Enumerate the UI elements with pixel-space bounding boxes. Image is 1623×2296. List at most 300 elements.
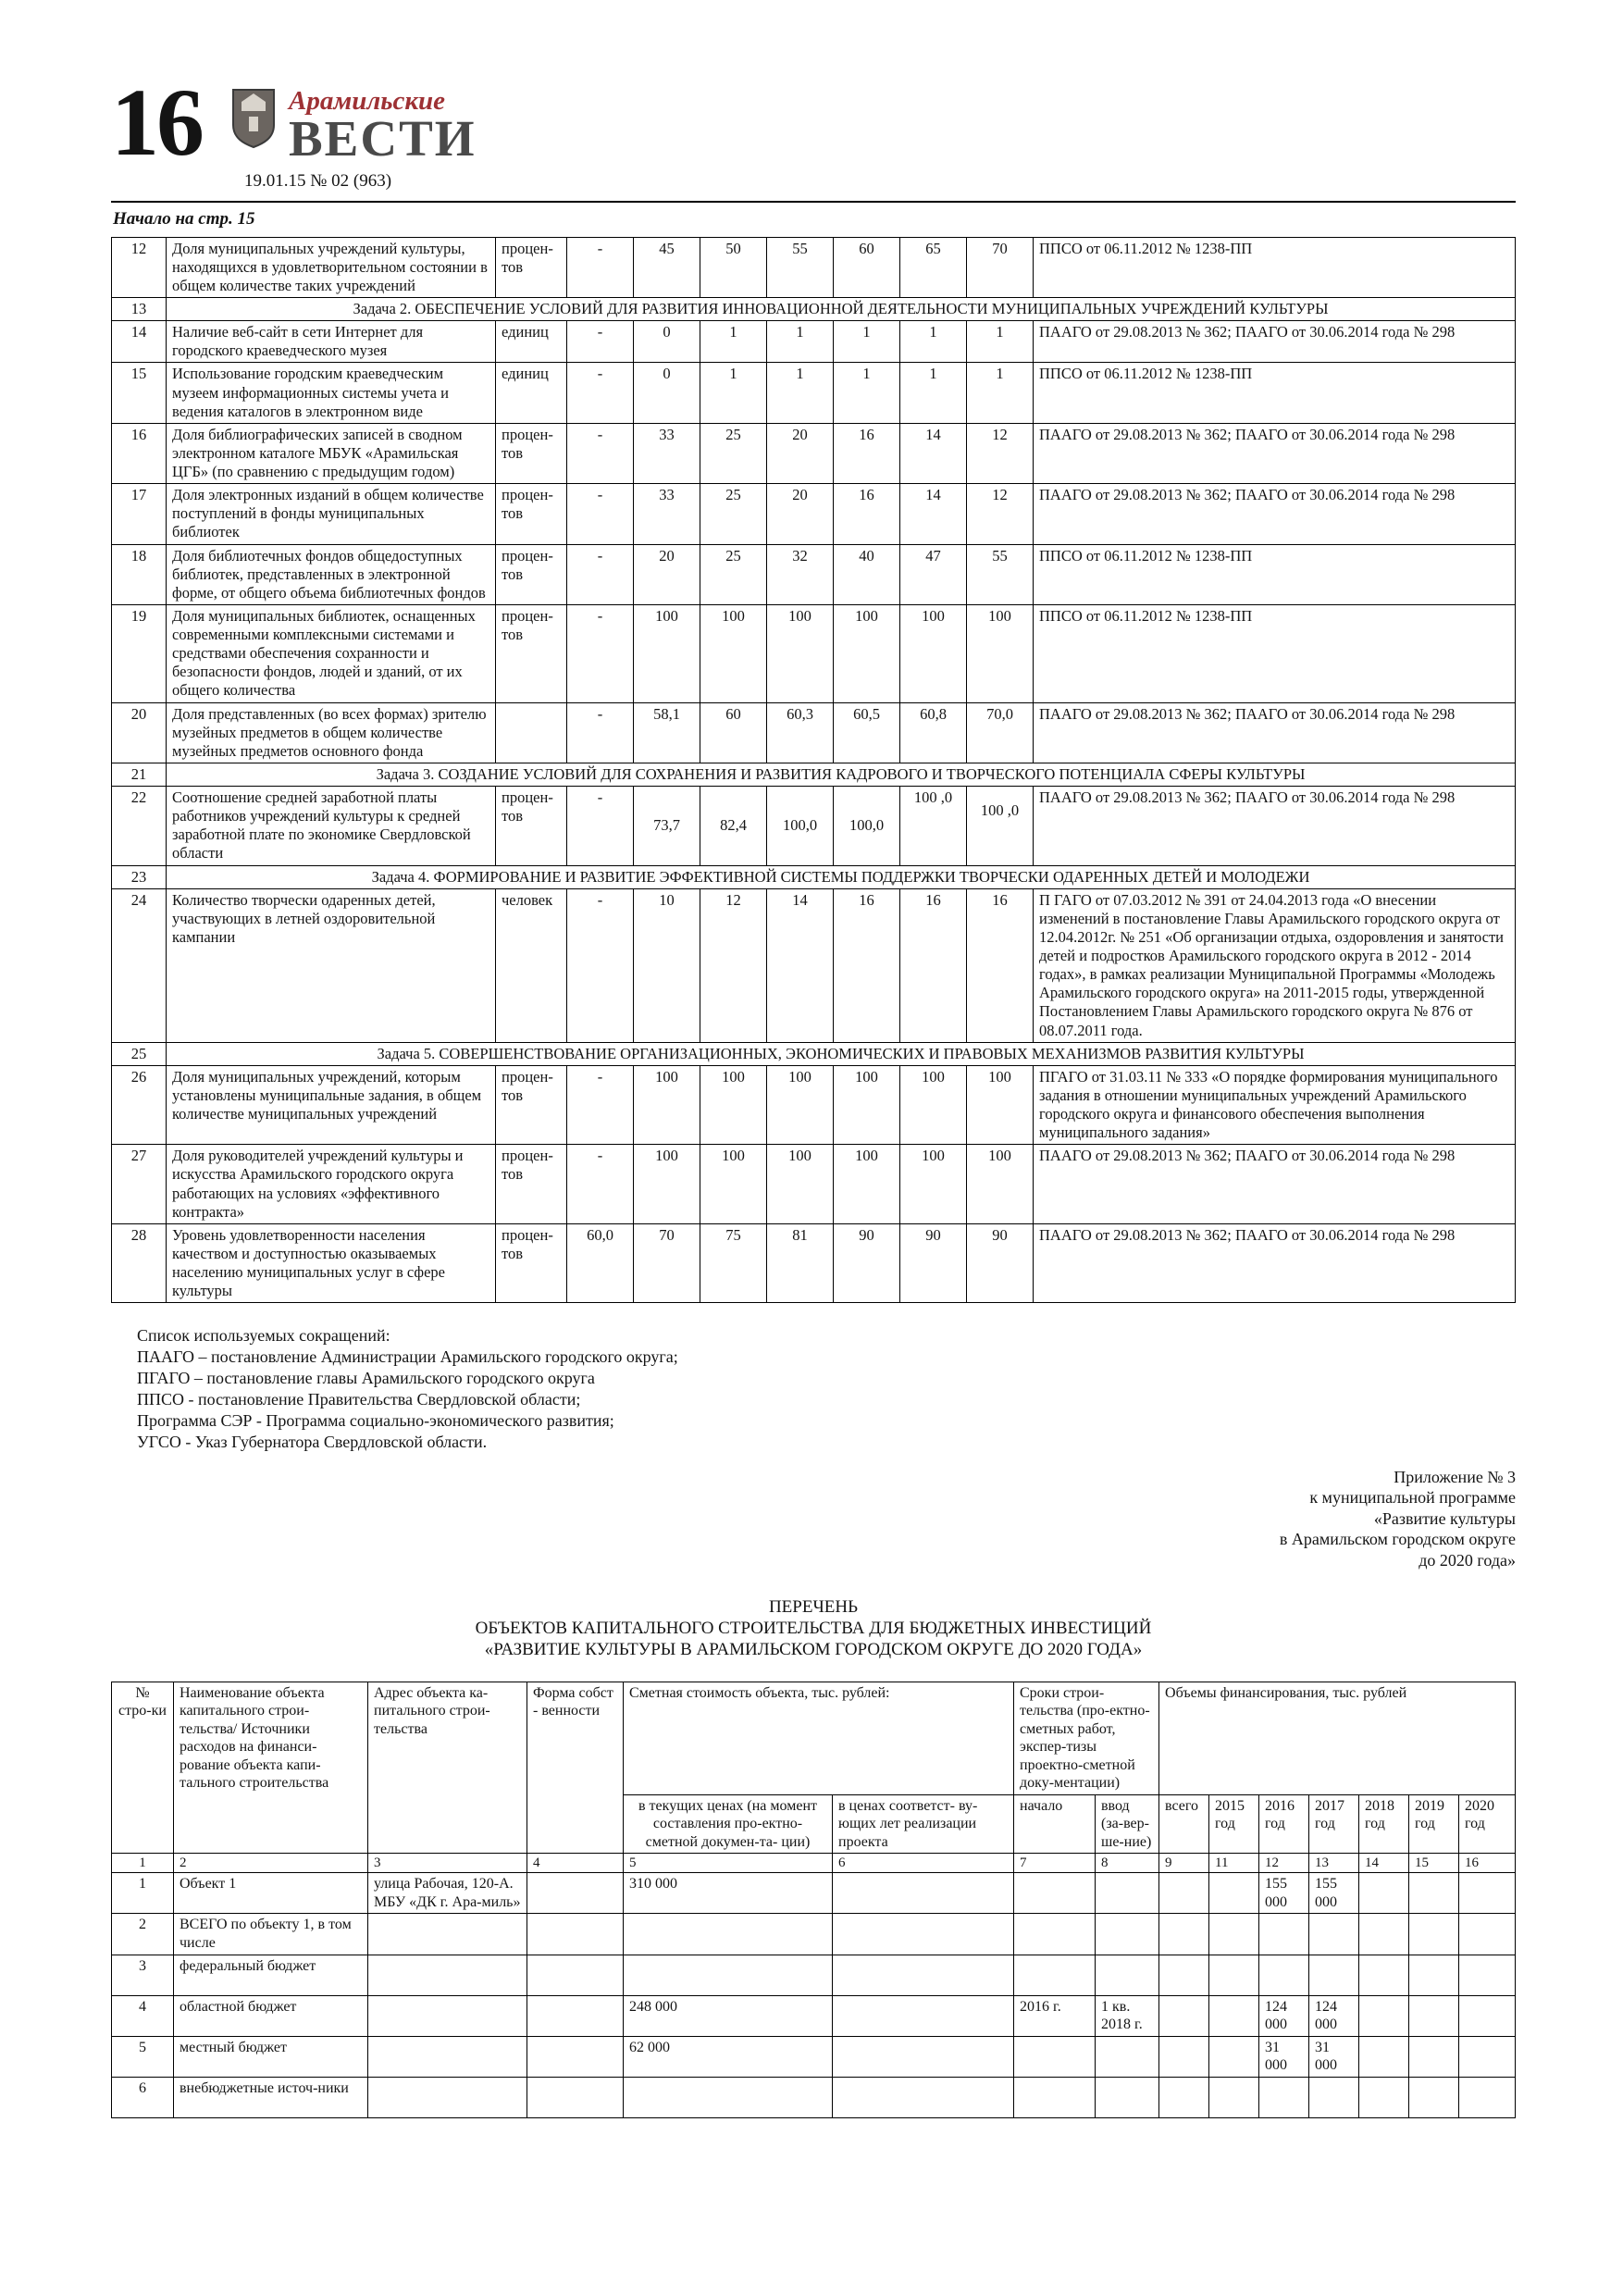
table-cell: 31 000 xyxy=(1259,2036,1309,2077)
table-row xyxy=(112,298,1516,321)
table-cell: ППСО от 06.11.2012 № 1238-ПП xyxy=(1034,544,1516,604)
table-cell: процен-тов xyxy=(496,1065,567,1145)
table-cell: Уровень удовлетворенности населения качеством и доступностью оказываемых населению муниципальных услуг в сфере культуры xyxy=(167,1223,496,1303)
brand-name-top: Арамильские xyxy=(289,86,446,116)
issue-date-line: 19.01.15 № 02 (963) xyxy=(244,170,392,191)
table-cell: Наименование объекта капитального строи-тельства/ Источники расходов на финанси-рование объекта капи-тального строительства xyxy=(174,1682,368,1854)
table-row xyxy=(112,423,1516,483)
table-cell: 25 xyxy=(112,1042,167,1065)
table-cell: 14 xyxy=(1359,1854,1409,1873)
table-cell: 14 xyxy=(767,888,834,1042)
objects-list-title xyxy=(111,1596,1516,1661)
table-cell: 2017 год xyxy=(1309,1794,1359,1854)
table-cell: Сроки строи-тельства (про-ектно- сметных работ, экспер-тизы проектно-сметной доку-ментации) xyxy=(1014,1682,1159,1794)
table-cell: процен-тов xyxy=(496,237,567,297)
table-cell: 13 xyxy=(1309,1854,1359,1873)
table-cell: 11 xyxy=(1209,1854,1259,1873)
table-cell: 14 xyxy=(900,484,967,544)
table-cell: 20 xyxy=(767,484,834,544)
table-cell xyxy=(527,1914,624,1955)
table-cell: Задача 2. ОБЕСПЕЧЕНИЕ УСЛОВИЙ ДЛЯ РАЗВИТИЯ ИННОВАЦИОННОЙ ДЕЯТЕЛЬНОСТИ МУНИЦИПАЛЬНЫХ УЧРЕЖДЕНИЙ КУЛЬТУРЫ xyxy=(167,298,1516,321)
annex-line: к муниципальной программе xyxy=(1309,1488,1516,1507)
table-cell: 2019 год xyxy=(1409,1794,1459,1854)
table-cell: 16 xyxy=(1459,1854,1516,1873)
table-cell xyxy=(833,2077,1014,2117)
table-cell: 60 xyxy=(834,237,900,297)
table-cell: Соотношение средней заработной платы работников учреждений культуры к средней заработной плате по экономике Свердловской области xyxy=(167,787,496,866)
table-cell: 100 xyxy=(634,1145,700,1224)
table-cell xyxy=(1014,2036,1096,2077)
table-cell: 100 xyxy=(967,1145,1034,1224)
table-cell xyxy=(1409,1873,1459,1914)
table-row xyxy=(112,1145,1516,1224)
table-cell xyxy=(1209,1955,1259,1995)
table-cell: 13 xyxy=(112,298,167,321)
table-cell xyxy=(1409,2036,1459,2077)
table-cell: 18 xyxy=(112,544,167,604)
table-cell: 90 xyxy=(967,1223,1034,1303)
table-cell: - xyxy=(567,1065,634,1145)
table-cell: - xyxy=(567,363,634,423)
table-cell: 82,4 xyxy=(700,787,767,866)
table-cell: 73,7 xyxy=(634,787,700,866)
table-cell xyxy=(368,1995,527,2036)
table-cell xyxy=(1359,1873,1409,1914)
table-row xyxy=(112,604,1516,702)
table-cell: 4 xyxy=(527,1854,624,1873)
table-cell xyxy=(1159,2036,1209,2077)
table-cell: Объект 1 xyxy=(174,1873,368,1914)
table-cell xyxy=(1459,1873,1516,1914)
table-cell: 70 xyxy=(967,237,1034,297)
table-cell: - xyxy=(567,702,634,763)
table-cell: в ценах соответст- ву-ющих лет реализации проекта xyxy=(833,1794,1014,1854)
table-cell xyxy=(496,702,567,763)
table-cell: Доля электронных изданий в общем количестве поступлений в фонды муниципальных библиотек xyxy=(167,484,496,544)
table-cell: ППСО от 06.11.2012 № 1238-ПП xyxy=(1034,363,1516,423)
table-cell: процен-тов xyxy=(496,544,567,604)
table-cell xyxy=(1459,2077,1516,2117)
table-cell xyxy=(1159,1873,1209,1914)
table-cell: Доля библиотечных фондов общедоступных библиотек, представленных в электронной форме, от общего объема библиотечных фондов xyxy=(167,544,496,604)
abbreviation-line: ПААГО – постановление Администрации Арамильского городского округа; xyxy=(137,1347,678,1367)
table-cell: 62 000 xyxy=(624,2036,833,2077)
table-cell: 4 xyxy=(112,1995,174,2036)
table-cell: 9 xyxy=(1159,1854,1209,1873)
table-cell: 20 xyxy=(767,423,834,483)
table-cell xyxy=(527,2077,624,2117)
table-cell: - xyxy=(567,423,634,483)
table-cell xyxy=(624,1955,833,1995)
table-cell: 10 xyxy=(634,888,700,1042)
table-cell xyxy=(1096,2077,1159,2117)
table-cell: ПААГО от 29.08.2013 № 362; ПААГО от 30.06.2014 года № 298 xyxy=(1034,484,1516,544)
table-cell: Доля руководителей учреждений культуры и искусства Арамильского городского округа работающих на условиях «эффективного контракта» xyxy=(167,1145,496,1224)
table-cell: федеральный бюджет xyxy=(174,1955,368,1995)
table-cell xyxy=(1359,1995,1409,2036)
table-cell xyxy=(1159,1914,1209,1955)
table-cell: процен-тов xyxy=(496,787,567,866)
table-cell xyxy=(1259,2077,1309,2117)
brand-row xyxy=(229,86,477,168)
table-cell xyxy=(624,2077,833,2117)
table-cell: 16 xyxy=(900,888,967,1042)
table-cell xyxy=(368,1914,527,1955)
table-cell: 60,8 xyxy=(900,702,967,763)
table-cell: № стро-ки xyxy=(112,1682,174,1854)
table-cell: Задача 4. ФОРМИРОВАНИЕ И РАЗВИТИЕ ЭФФЕКТИВНОЙ СИСТЕМЫ ПОДДЕРЖКИ ТВОРЧЕСКИ ОДАРЕННЫХ ДЕТЕЙ И МОЛОДЕЖИ xyxy=(167,865,1516,888)
table-cell: ввод (за-вер-ше-ние) xyxy=(1096,1794,1159,1854)
table-cell: 33 xyxy=(634,484,700,544)
table-cell xyxy=(1014,1955,1096,1995)
table-cell: 310 000 xyxy=(624,1873,833,1914)
abbreviations-list xyxy=(137,1347,1516,1453)
table-cell: - xyxy=(567,888,634,1042)
annex-line: Приложение № 3 xyxy=(1394,1467,1516,1486)
table-cell: Форма собст - венности xyxy=(527,1682,624,1854)
table-cell: 16 xyxy=(967,888,1034,1042)
table-cell: 1 xyxy=(112,1854,174,1873)
table-cell: - xyxy=(567,321,634,363)
table-cell: 100 xyxy=(967,604,1034,702)
table-cell: 1 xyxy=(112,1873,174,1914)
table-cell: 25 xyxy=(700,484,767,544)
table-cell: 2020 год xyxy=(1459,1794,1516,1854)
table-cell: процен-тов xyxy=(496,1223,567,1303)
table-row xyxy=(112,1955,1516,1995)
table-cell: Количество творчески одаренных детей, участвующих в летней оздоровительной кампании xyxy=(167,888,496,1042)
table-cell: 100 xyxy=(634,1065,700,1145)
table-cell: 6 xyxy=(833,1854,1014,1873)
table-cell: 1 xyxy=(767,321,834,363)
table-cell xyxy=(1096,1873,1159,1914)
table-cell: 60,3 xyxy=(767,702,834,763)
table-cell: 155 000 xyxy=(1309,1873,1359,1914)
table-cell: 1 xyxy=(900,363,967,423)
table-cell: 50 xyxy=(700,237,767,297)
table-cell: 23 xyxy=(112,865,167,888)
table-cell: 5 xyxy=(112,2036,174,2077)
table-cell: ПААГО от 29.08.2013 № 362; ПААГО от 30.06.2014 года № 298 xyxy=(1034,702,1516,763)
table-cell: 100 ,0 xyxy=(900,787,967,866)
table-cell: 3 xyxy=(112,1955,174,1995)
table-cell xyxy=(1459,1995,1516,2036)
objects-table-body xyxy=(112,1682,1516,2117)
table-row xyxy=(112,321,1516,363)
table-cell: 14 xyxy=(112,321,167,363)
table-row xyxy=(112,702,1516,763)
annex-line: «Развитие культуры xyxy=(1373,1508,1516,1528)
table-cell: процен-тов xyxy=(496,484,567,544)
table-cell: человек xyxy=(496,888,567,1042)
table-cell: процен-тов xyxy=(496,1145,567,1224)
table-cell xyxy=(1259,1914,1309,1955)
table-cell: 31 000 xyxy=(1309,2036,1359,2077)
table-cell: 55 xyxy=(967,544,1034,604)
table-cell: 1 xyxy=(767,363,834,423)
table-cell: 90 xyxy=(834,1223,900,1303)
table-cell xyxy=(1409,1914,1459,1955)
table-row xyxy=(112,1042,1516,1065)
table-cell: ППСО от 06.11.2012 № 1238-ПП xyxy=(1034,604,1516,702)
table-cell: Наличие веб-сайт в сети Интернет для городского краеведческого музея xyxy=(167,321,496,363)
table-cell xyxy=(1309,1914,1359,1955)
table-cell: 100 xyxy=(767,604,834,702)
table-cell xyxy=(1014,1914,1096,1955)
table-cell: Сметная стоимость объекта, тыс. рублей: xyxy=(624,1682,1014,1794)
table-cell: 1 xyxy=(834,363,900,423)
table-cell: 27 xyxy=(112,1145,167,1224)
annex-line: в Арамильском городском округе xyxy=(1279,1530,1516,1548)
continuation-note: Начало на стр. 15 xyxy=(113,208,255,229)
table-row xyxy=(112,2036,1516,2077)
table-row xyxy=(112,1854,1516,1873)
table-cell: 21 xyxy=(112,763,167,786)
table-cell xyxy=(368,2077,527,2117)
table-row xyxy=(112,1223,1516,1303)
table-cell: Объемы финансирования, тыс. рублей xyxy=(1159,1682,1516,1794)
table-cell xyxy=(1359,1955,1409,1995)
brand-name-bottom: ВЕСТИ xyxy=(289,110,477,168)
table-cell: процен-тов xyxy=(496,604,567,702)
table-cell: 1 xyxy=(967,363,1034,423)
table-cell: 100 xyxy=(700,1145,767,1224)
table-cell: 16 xyxy=(834,484,900,544)
table-cell: в текущих ценах (на момент составления про-ектно- сметной докумен-та- ции) xyxy=(624,1794,833,1854)
table-cell: 100 xyxy=(634,604,700,702)
table-cell: 100 xyxy=(834,1065,900,1145)
table-cell: 100 xyxy=(900,1145,967,1224)
table-cell: единиц xyxy=(496,363,567,423)
table-cell: Доля представленных (во всех формах) зрителю музейных предметов в общем количестве музейных предметов основного фонда xyxy=(167,702,496,763)
table-cell: внебюджетные источ-ники xyxy=(174,2077,368,2117)
table-cell: 20 xyxy=(634,544,700,604)
table-cell: 70,0 xyxy=(967,702,1034,763)
table-cell xyxy=(1459,1914,1516,1955)
table-cell: 2018 год xyxy=(1359,1794,1409,1854)
table-cell: 12 xyxy=(1259,1854,1309,1873)
table-cell: 100 xyxy=(900,604,967,702)
table-cell xyxy=(1159,1955,1209,1995)
table-cell: местный бюджет xyxy=(174,2036,368,2077)
table-cell xyxy=(1096,1914,1159,1955)
table-cell: Адрес объекта ка-питального строи-тельства xyxy=(368,1682,527,1854)
table-cell: - xyxy=(567,787,634,866)
table-cell xyxy=(527,1955,624,1995)
table-cell: 1 xyxy=(900,321,967,363)
table-cell: Доля муниципальных библиотек, оснащенных современными комплексными системами и средствами обеспечения сохранности и безопасности фондов, людей и зданий, от их общего количества xyxy=(167,604,496,702)
table-cell: областной бюджет xyxy=(174,1995,368,2036)
table-cell xyxy=(1209,1995,1259,2036)
table-cell: - xyxy=(567,544,634,604)
table-cell: 22 xyxy=(112,787,167,866)
table-cell xyxy=(1096,1955,1159,1995)
table-cell: 1 xyxy=(834,321,900,363)
table-cell: единиц xyxy=(496,321,567,363)
table-cell: 16 xyxy=(834,888,900,1042)
table-cell: 12 xyxy=(112,237,167,297)
table-cell xyxy=(833,1995,1014,2036)
table-cell xyxy=(833,1914,1014,1955)
abbreviations xyxy=(111,1325,1516,1453)
table-cell: 248 000 xyxy=(624,1995,833,2036)
table-cell xyxy=(1209,2036,1259,2077)
table-cell: 0 xyxy=(634,321,700,363)
annex-reference xyxy=(111,1467,1516,1571)
table-cell: Задача 5. СОВЕРШЕНСТВОВАНИЕ ОРГАНИЗАЦИОННЫХ, ЭКОНОМИЧЕСКИХ И ПРАВОВЫХ МЕХАНИЗМОВ РАЗВИТИЯ КУЛЬТУРЫ xyxy=(167,1042,1516,1065)
table-cell xyxy=(624,1914,833,1955)
table-cell: - xyxy=(567,484,634,544)
table-cell xyxy=(1096,2036,1159,2077)
page-number: 16 xyxy=(111,69,202,176)
table-cell: 65 xyxy=(900,237,967,297)
table-cell: 5 xyxy=(624,1854,833,1873)
table-cell xyxy=(1209,1873,1259,1914)
table-cell: 2015 год xyxy=(1209,1794,1259,1854)
table-cell xyxy=(1359,1914,1409,1955)
table-cell: 100 xyxy=(767,1145,834,1224)
table-cell: 60 xyxy=(700,702,767,763)
table-row xyxy=(112,787,1516,866)
table-cell xyxy=(1159,2077,1209,2117)
table-cell: - xyxy=(567,237,634,297)
table-cell: Использование городским краеведческим музеем информационных системы учета и ведения каталогов в электронном виде xyxy=(167,363,496,423)
table-cell: ППСО от 06.11.2012 № 1238-ПП xyxy=(1034,237,1516,297)
table-cell: 100,0 xyxy=(834,787,900,866)
title-line: ОБЪЕКТОВ КАПИТАЛЬНОГО СТРОИТЕЛЬСТВА ДЛЯ БЮДЖЕТНЫХ ИНВЕСТИЦИЙ xyxy=(475,1619,1152,1639)
table-cell: П ГАГО от 07.03.2012 № 391 от 24.04.2013 года «О внесении изменений в постановление Главы Арамильского городского округа от 12.04.2012г. № 251 «Об организации отдыха, оздоровления и занятости детей и подростков Арамильского городского округа в 2012 - 2014 годах», в рамках реализации Муниципальной Программы «Молодежь Арамильского городского округа» на 2011-2015 годы, утвержденной Постановлением Главы Арамильского городского округа № 876 от 08.07.2011 года. xyxy=(1034,888,1516,1042)
abbreviation-line: ПГАГО – постановление главы Арамильского городского округа xyxy=(137,1369,595,1388)
table-cell: 45 xyxy=(634,237,700,297)
table-cell: 1 кв. 2018 г. xyxy=(1096,1995,1159,2036)
table-row xyxy=(112,1995,1516,2036)
table-cell: улица Рабочая, 120-А. МБУ «ДК г. Ара-миль» xyxy=(368,1873,527,1914)
table-cell: 25 xyxy=(700,423,767,483)
table-cell: 12 xyxy=(967,484,1034,544)
table-cell: Доля библиографических записей в сводном электронном каталоге МБУК «Арамильская ЦГБ» (по сравнению с предыдущим годом) xyxy=(167,423,496,483)
abbreviations-title: Список используемых сокращений: xyxy=(137,1326,390,1346)
table-row xyxy=(112,1065,1516,1145)
table-cell xyxy=(1159,1995,1209,2036)
coat-of-arms-icon xyxy=(229,87,278,150)
indicators-table-body xyxy=(112,237,1516,1303)
table-cell xyxy=(1459,1955,1516,1995)
table-cell xyxy=(1409,2077,1459,2117)
table-cell: Доля муниципальных учреждений культуры, находящихся в удовлетворительном состоянии в общем количестве таких учреждений xyxy=(167,237,496,297)
table-cell xyxy=(1359,2077,1409,2117)
table-row xyxy=(112,1682,1516,1794)
table-cell xyxy=(1309,1955,1359,1995)
table-cell: 75 xyxy=(700,1223,767,1303)
table-row xyxy=(112,1914,1516,1955)
table-row xyxy=(112,2077,1516,2117)
table-cell: ПГАГО от 31.03.11 № 333 «О порядке формирования муниципального задания в отношении муниципальных учреждений Арамильского городского округа и финансового обеспечения выполнения муниципального задания» xyxy=(1034,1065,1516,1145)
table-cell xyxy=(368,2036,527,2077)
table-cell xyxy=(1359,2036,1409,2077)
table-cell: - xyxy=(567,604,634,702)
table-cell xyxy=(527,1873,624,1914)
table-cell: ПААГО от 29.08.2013 № 362; ПААГО от 30.06.2014 года № 298 xyxy=(1034,787,1516,866)
table-cell: 25 xyxy=(700,544,767,604)
table-cell xyxy=(527,2036,624,2077)
table-cell: 7 xyxy=(1014,1854,1096,1873)
table-cell: 8 xyxy=(1096,1854,1159,1873)
table-cell: 100 xyxy=(767,1065,834,1145)
table-cell: ВСЕГО по объекту 1, в том числе xyxy=(174,1914,368,1955)
table-cell: 90 xyxy=(900,1223,967,1303)
title-line: ПЕРЕЧЕНЬ xyxy=(768,1597,859,1617)
table-cell: 100 xyxy=(900,1065,967,1145)
table-cell: ПААГО от 29.08.2013 № 362; ПААГО от 30.06.2014 года № 298 xyxy=(1034,1223,1516,1303)
table-cell: 16 xyxy=(112,423,167,483)
table-cell: 58,1 xyxy=(634,702,700,763)
table-cell: 6 xyxy=(112,2077,174,2117)
table-cell: 28 xyxy=(112,1223,167,1303)
table-cell: 2 xyxy=(112,1914,174,1955)
table-row xyxy=(112,237,1516,297)
table-cell: 14 xyxy=(900,423,967,483)
title-line: «РАЗВИТИЕ КУЛЬТУРЫ В АРАМИЛЬСКОМ ГОРОДСКОМ ОКРУГЕ ДО 2020 ГОДА» xyxy=(484,1640,1143,1660)
table-row xyxy=(112,888,1516,1042)
abbreviation-line: УГСО - Указ Губернатора Свердловской области. xyxy=(137,1433,488,1452)
masthead xyxy=(111,69,1516,192)
table-cell: 17 xyxy=(112,484,167,544)
table-cell: 12 xyxy=(700,888,767,1042)
table-cell: 100 ,0 xyxy=(967,787,1034,866)
brand-block xyxy=(229,83,477,192)
table-cell xyxy=(1409,1995,1459,2036)
table-cell: Доля муниципальных учреждений, которым установлены муниципальные задания, в общем количестве муниципальных учреждений xyxy=(167,1065,496,1145)
table-cell: 1 xyxy=(967,321,1034,363)
table-cell xyxy=(1309,2077,1359,2117)
table-cell: 81 xyxy=(767,1223,834,1303)
table-cell: 19 xyxy=(112,604,167,702)
table-cell: 100 xyxy=(834,1145,900,1224)
table-cell: Задача 3. СОЗДАНИЕ УСЛОВИЙ ДЛЯ СОХРАНЕНИЯ И РАЗВИТИЯ КАДРОВОГО И ТВОРЧЕСКОГО ПОТЕНЦИАЛА СФЕРЫ КУЛЬТУРЫ xyxy=(167,763,1516,786)
abbreviation-line: ППСО - постановление Правительства Свердловской области; xyxy=(137,1390,581,1409)
table-cell: 155 000 xyxy=(1259,1873,1309,1914)
table-cell: 100 xyxy=(967,1065,1034,1145)
table-cell: 2016 год xyxy=(1259,1794,1309,1854)
table-row xyxy=(112,363,1516,423)
table-cell: 47 xyxy=(900,544,967,604)
table-cell xyxy=(1459,2036,1516,2077)
table-cell: 2 xyxy=(174,1854,368,1873)
annex-line: до 2020 года» xyxy=(1419,1550,1516,1570)
table-cell: 60,0 xyxy=(567,1223,634,1303)
table-cell: ПААГО от 29.08.2013 № 362; ПААГО от 30.06.2014 года № 298 xyxy=(1034,423,1516,483)
table-cell: 3 xyxy=(368,1854,527,1873)
indicators-table xyxy=(111,237,1516,1304)
table-cell: 12 xyxy=(967,423,1034,483)
table-cell xyxy=(1014,1873,1096,1914)
table-cell: процен-тов xyxy=(496,423,567,483)
table-cell: 60,5 xyxy=(834,702,900,763)
table-cell: 32 xyxy=(767,544,834,604)
table-cell: 15 xyxy=(112,363,167,423)
table-cell xyxy=(833,1873,1014,1914)
table-cell: 1 xyxy=(700,321,767,363)
table-cell: 70 xyxy=(634,1223,700,1303)
objects-table xyxy=(111,1682,1516,2118)
brand-text xyxy=(289,86,477,168)
table-cell: 55 xyxy=(767,237,834,297)
table-cell: ПААГО от 29.08.2013 № 362; ПААГО от 30.06.2014 года № 298 xyxy=(1034,1145,1516,1224)
table-cell xyxy=(368,1955,527,1995)
table-cell: 15 xyxy=(1409,1854,1459,1873)
table-cell xyxy=(1209,1914,1259,1955)
table-row xyxy=(112,865,1516,888)
